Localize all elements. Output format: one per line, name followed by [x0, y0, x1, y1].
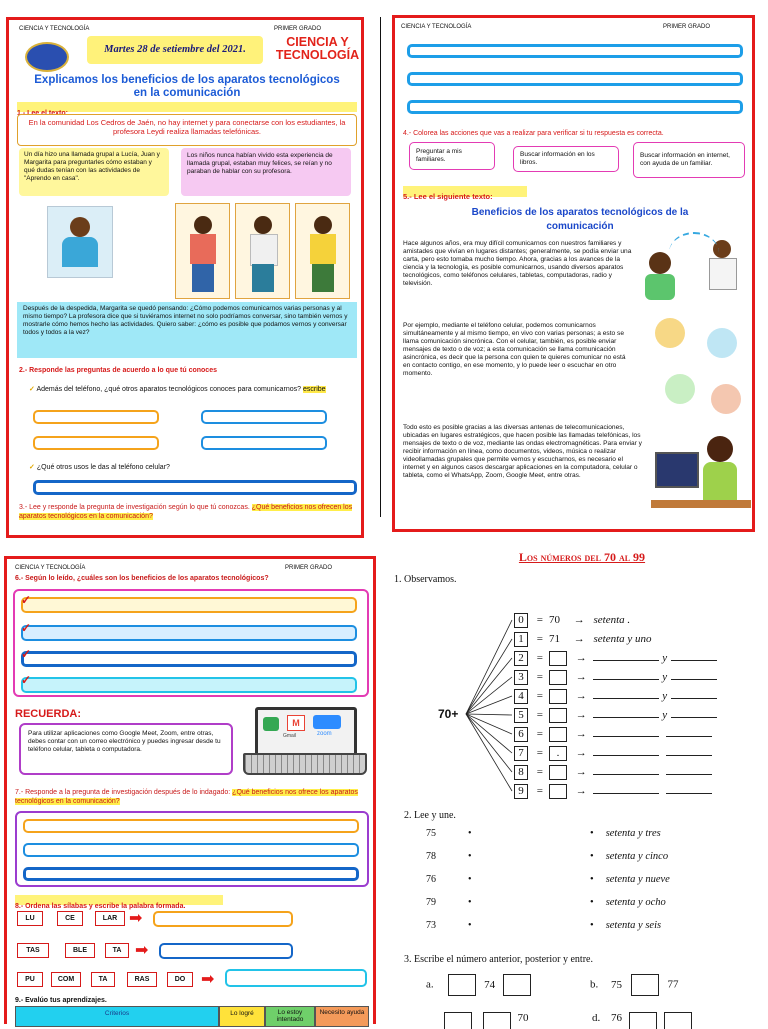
- number-value: 70: [548, 614, 560, 627]
- bubble-children-text: Los niños nunca habían vivido esta experiencia de llamada grupal, estaban muy felices, se reían y no paraban de hablar con su profesora.: [187, 152, 333, 175]
- lesson-title-line-2: en la comunicación: [133, 87, 241, 99]
- reading-paragraph-1: Hace algunos años, era muy difícil comunicarnos con nuestros familiares y amistades que vivían en lugares distantes; generalmente, se podía enviar una carta, pero esto tomaba mucho tiempo. Ahora, gracias a los avances de la ciencia y la tecnología, es posible comunicarnos, usando diversos aparatos tecnológicos, como teléfonos celulares, tabletas, computadoras, radio y televisión.: [403, 240, 632, 287]
- exercise-c: [444, 1012, 529, 1029]
- checkmark-2-icon: ✓: [21, 621, 32, 635]
- exercise-b-label: b.: [590, 978, 599, 991]
- equals-sign: =: [536, 633, 543, 646]
- branch-line: [466, 714, 512, 734]
- section-7-text: 7.- Responde a la pregunta de investigación después de lo indagado:: [15, 789, 231, 796]
- section-1-text: 1.- Lee el texto:: [17, 110, 68, 117]
- match-number-text: 76: [426, 874, 436, 885]
- recuerda-heading: RECUERDA:: [15, 708, 81, 720]
- arrow-icon: →: [573, 633, 585, 646]
- number-row: [514, 613, 630, 628]
- word-answer-1[interactable]: [153, 911, 293, 927]
- story-text: Después de la despedida, Margarita se quedó pensando: ¿Cómo podemos comunicarnos varias personas y al mismo tiempo? La profesora dice que si tuviéramos internet no solo podríamos conversar, sino también vernos y mostrarle cómo hemos hecho las actividades. Quiero saber: ¿cómo es posible que podamos vernos y conversar todos y todos a la vez?: [23, 305, 348, 336]
- equals-sign: =: [536, 614, 543, 627]
- number-word-line[interactable]: [593, 679, 659, 680]
- gmail-label: Gmail: [283, 733, 297, 739]
- math-title: Los números del 70 al 99: [518, 550, 646, 564]
- lesson-title-line-1: Explicamos los beneficios de los aparatos tecnológicos: [34, 74, 340, 86]
- equals-sign: =: [536, 747, 543, 760]
- exercise-a-number: 74: [484, 978, 496, 991]
- th-ayuda: Necesito ayuda: [315, 1006, 369, 1027]
- recuerda-box: [19, 723, 233, 775]
- number-word-line[interactable]: [593, 717, 659, 718]
- children-calling-illustration: [639, 226, 747, 310]
- branch-line: [466, 639, 512, 714]
- match-word-text: setenta y seis: [605, 920, 662, 931]
- answer-field-3[interactable]: [33, 436, 159, 450]
- match-dot-left[interactable]: •: [468, 851, 472, 862]
- ex-d-box-2[interactable]: [664, 1012, 692, 1029]
- match-dot-right[interactable]: •: [590, 874, 594, 885]
- word-answer-2[interactable]: [159, 943, 293, 959]
- conjunction: y: [662, 690, 668, 703]
- conjunction: y: [662, 709, 668, 722]
- math-worksheet: [386, 548, 768, 1024]
- syllable-ras[interactable]: RAS: [127, 972, 157, 987]
- equals-sign: =: [536, 785, 543, 798]
- syllable-ce[interactable]: CE: [57, 911, 83, 926]
- match-word: [590, 897, 666, 908]
- exercise-a: [426, 974, 531, 996]
- match-word-text: setenta y tres: [605, 828, 661, 839]
- arrow-icon: →: [575, 671, 587, 684]
- answer-bar-2[interactable]: [407, 72, 743, 86]
- branch-line: [466, 696, 512, 714]
- section-7-question: ¿Qué beneficios nos ofrece los aparatos tecnológicos en la comunicación?: [15, 789, 358, 805]
- answer-bar-1[interactable]: [407, 44, 743, 58]
- checkmark-3-icon: ✓: [21, 647, 32, 661]
- number-row: [514, 689, 717, 704]
- exercise-b-left: 75: [611, 978, 622, 991]
- syllable-lu[interactable]: LU: [17, 911, 43, 926]
- number-row: [514, 651, 717, 666]
- match-dot-right[interactable]: •: [590, 851, 594, 862]
- match-dot-right[interactable]: •: [590, 920, 594, 931]
- section-1-label: [17, 102, 357, 117]
- number-word-line-2[interactable]: [671, 660, 717, 661]
- match-word: [590, 851, 668, 862]
- section-8-label: [15, 895, 223, 910]
- equals-sign: =: [536, 709, 543, 722]
- match-number-text: 75: [426, 828, 436, 839]
- action-ask-family-text: Preguntar a mis familiares.: [416, 148, 462, 163]
- reading-paragraph-2: Por ejemplo, mediante el teléfono celular, podemos comunicarnos simultáneamente y al mismo tiempo, en vivo con varias personas; a esto se llama comunicación sincrónica. Con el celular, también, es posible enviar mensajes de texto o de voz; a esta comunicación se llama comunicación asincrónica, es decir que la persona con quien te quieres comunicar no está en contacto contigo, en ese momento, y lo puede leer o escuchar en otro momento.: [403, 322, 626, 377]
- number-word-line[interactable]: [593, 793, 659, 794]
- benefit-field-4[interactable]: [21, 677, 357, 693]
- number-word-line-2[interactable]: [671, 717, 717, 718]
- worksheet-page-2: [392, 15, 755, 532]
- section-2-text: 2.- Responde las preguntas de acuerdo a lo que tú conoces: [19, 367, 217, 374]
- units-digit: 3: [514, 670, 528, 685]
- syllable-ta-2[interactable]: TA: [91, 972, 115, 987]
- video-call-illustration: [651, 428, 751, 516]
- number-word-line[interactable]: [593, 736, 659, 737]
- number-value-box[interactable]: [549, 670, 567, 685]
- equals-sign: =: [536, 652, 543, 665]
- reading-paragraph-3: Todo esto es posible gracias a las diversas antenas de telecomunicaciones, ubicadas en lugares estratégicos, que hacen posible las llamadas telefónicas, los mensajes de texto o de voz, mediante las ondas electromagnéticas. Para enviar y recibir información en línea, como documentos, videos, música o realizar videollamadas grupales que permite vernos y escucharnos, es necesario el internet y en algunos casos descargar aplicaciones en la computadora, celular o tableta, como el WhatsApp, Zoom, Google Meet, entre otras.: [403, 424, 642, 479]
- section-9-text: 9.- Evalúo tus aprendizajes.: [15, 997, 107, 1004]
- th-criterios: Criterios: [15, 1006, 219, 1027]
- match-dot-left[interactable]: •: [468, 828, 472, 839]
- ex-a-before-box[interactable]: [448, 974, 476, 996]
- arrow-icon: →: [573, 614, 585, 627]
- match-number: [426, 874, 472, 885]
- date-banner: [87, 36, 263, 64]
- exercise-b-right: 77: [667, 978, 679, 991]
- action-books-text: Buscar información en los libros.: [520, 151, 595, 166]
- match-word: [590, 874, 670, 885]
- match-number-text: 73: [426, 920, 436, 931]
- arrow-right-icon: ➡: [135, 942, 149, 959]
- intro-text: En la comunidad Los Cedros de Jaén, no hay internet y para conectarse con los estudiantes, la profesora Leydi realiza llamadas telefónicas.: [28, 118, 346, 136]
- match-dot-left[interactable]: •: [468, 920, 472, 931]
- equals-sign: =: [536, 671, 543, 684]
- number-value-box[interactable]: [549, 689, 567, 704]
- section-5-text: 5.- Lee el siguiente texto:: [403, 192, 493, 201]
- google-meet-icon: [263, 717, 279, 731]
- match-dot-left[interactable]: •: [468, 874, 472, 885]
- check-icon: ✓: [29, 464, 35, 471]
- branch-line: [466, 714, 512, 772]
- syllable-ble[interactable]: BLE: [65, 943, 95, 958]
- question-2: [29, 464, 329, 473]
- answer-field-1[interactable]: [33, 410, 159, 424]
- number-row: [514, 670, 717, 685]
- answer-bar-3[interactable]: [407, 100, 743, 114]
- syllable-pu[interactable]: PU: [17, 972, 43, 987]
- date-text: Martes 28 de setiembre del 2021.: [104, 44, 246, 55]
- number-row: [514, 727, 712, 742]
- units-digit: 7: [514, 746, 528, 761]
- exercise-b: [590, 974, 679, 996]
- child-2-illustration: [235, 203, 290, 299]
- benefit-field-2[interactable]: [21, 625, 357, 641]
- school-seal: [25, 42, 69, 72]
- exercise-c-number: 70: [517, 1012, 529, 1024]
- match-number: [426, 920, 472, 931]
- teacher-phone-illustration: [47, 206, 113, 278]
- action-internet-text: Buscar información en internet, con ayuda de un familiar.: [640, 152, 730, 167]
- ex-c-box-1[interactable]: [444, 1012, 472, 1029]
- number-word-line[interactable]: [593, 660, 659, 661]
- bubble-children: [181, 148, 351, 196]
- action-books[interactable]: [513, 146, 619, 172]
- worksheet-page-3: [4, 556, 376, 1024]
- arrow-icon: →: [575, 709, 587, 722]
- research-question: ¿Qué beneficios nos ofrecen los aparatos tecnológicos en la comunicación?: [19, 504, 353, 520]
- match-number: [426, 851, 472, 862]
- exercise-d-number: 76: [611, 1012, 622, 1024]
- question-2-text: ¿Qué otros usos le das al teléfono celular?: [36, 464, 170, 471]
- match-word-text: setenta y cinco: [605, 851, 669, 862]
- number-value-box[interactable]: [549, 784, 567, 799]
- story-box: [17, 302, 357, 358]
- section-5-label: [403, 186, 527, 201]
- arrow-icon: →: [575, 690, 587, 703]
- ex-b-between-box[interactable]: [631, 974, 659, 996]
- answer-field-4[interactable]: [201, 436, 327, 450]
- units-digit: 4: [514, 689, 528, 704]
- lesson-title: [17, 74, 357, 100]
- units-digit: 5: [514, 708, 528, 723]
- match-number-text: 79: [426, 897, 436, 908]
- branch-line: [466, 714, 512, 715]
- ex-a-after-box[interactable]: [503, 974, 531, 996]
- conjunction: y: [662, 671, 668, 684]
- equals-sign: =: [536, 766, 543, 779]
- subject-line-2: TECNOLOGÍA: [275, 48, 360, 62]
- word-answer-3[interactable]: [225, 969, 367, 987]
- units-digit: 0: [514, 613, 528, 628]
- th-logre: Lo logré: [219, 1006, 265, 1027]
- match-dot-right[interactable]: •: [590, 828, 594, 839]
- page2-grade: PRIMER GRADO: [663, 24, 711, 30]
- branch-line: [466, 658, 512, 714]
- math-section-2: 2. Lee y une.: [404, 810, 456, 821]
- answer-field-5[interactable]: [33, 480, 357, 495]
- units-digit: 1: [514, 632, 528, 647]
- number-value-box[interactable]: [549, 727, 567, 742]
- arrow-right-icon: ➡: [201, 971, 215, 988]
- match-word: [590, 920, 661, 931]
- page3-grade: PRIMER GRADO: [285, 565, 333, 571]
- number-value-box[interactable]: [549, 651, 567, 666]
- question-1-text: Además del teléfono, ¿qué otros aparatos tecnológicos conoces para comunicarnos?: [36, 386, 302, 393]
- number-word-line-2[interactable]: [671, 679, 717, 680]
- th-estoy: Lo estoy intentado: [265, 1006, 315, 1027]
- check-icon: ✓: [29, 386, 35, 393]
- arrow-right-icon: ➡: [129, 910, 143, 927]
- number-row: [514, 784, 712, 799]
- zoom-label: zoom: [317, 731, 332, 737]
- gmail-icon: M: [287, 715, 305, 731]
- number-word-line-2[interactable]: [666, 793, 712, 794]
- match-number-text: 78: [426, 851, 436, 862]
- checkmark-1-icon: ✓: [21, 593, 32, 607]
- branch-line: [466, 620, 512, 714]
- page1-grade: PRIMER GRADO: [274, 26, 322, 32]
- branch-line: [466, 714, 512, 753]
- child-3-illustration: [295, 203, 350, 299]
- number-word-line-2[interactable]: [666, 736, 712, 737]
- number-word: setenta .: [593, 614, 631, 627]
- subject-line-1: CIENCIA Y: [286, 35, 349, 49]
- exercise-a-label: a.: [426, 978, 434, 991]
- worksheet-page-1: [6, 17, 364, 538]
- syllable-do[interactable]: DO: [167, 972, 193, 987]
- match-word: [590, 828, 661, 839]
- base-70-label: 70+: [438, 707, 459, 721]
- bubble-teacher-text: Un día hizo una llamada grupal a Lucía, Juan y Margarita para preguntarles cómo estaban y qué dudas tenían con las actividades de "Aprendo en casa".: [24, 151, 160, 182]
- match-dot-left[interactable]: •: [468, 897, 472, 908]
- conjunction: y: [662, 652, 668, 665]
- arrow-icon: →: [575, 766, 587, 779]
- ex-d-box-1[interactable]: [629, 1012, 657, 1029]
- intro-box: [17, 114, 357, 146]
- number-row: [514, 746, 712, 761]
- number-word-line-2[interactable]: [666, 774, 712, 775]
- equals-sign: =: [536, 690, 543, 703]
- number-word-line-2[interactable]: [666, 755, 712, 756]
- match-word-text: setenta y nueve: [605, 874, 670, 885]
- units-digit: 9: [514, 784, 528, 799]
- checkmark-4-icon: ✓: [21, 673, 32, 687]
- number-word-line-2[interactable]: [671, 698, 717, 699]
- branch-line: [466, 677, 512, 714]
- number-value-box[interactable]: [549, 708, 567, 723]
- exercise-d-label: d.: [592, 1012, 601, 1024]
- research-answer-2[interactable]: [23, 843, 359, 857]
- units-digit: 8: [514, 765, 528, 780]
- section-8-text: 8.- Ordena las sílabas y escribe la palabra formada.: [15, 903, 186, 910]
- number-row: [514, 765, 712, 780]
- child-1-illustration: [175, 203, 230, 299]
- section-3: [19, 504, 354, 521]
- syllable-com[interactable]: COM: [51, 972, 81, 987]
- reading-title: Beneficios de los aparatos tecnológicos de la comunicación: [471, 207, 689, 232]
- subject-title: [275, 36, 360, 62]
- page3-area: CIENCIA Y TECNOLOGÍA: [15, 565, 86, 571]
- number-word-line[interactable]: [593, 698, 659, 699]
- match-word-text: setenta y ocho: [605, 897, 666, 908]
- units-digit: 6: [514, 727, 528, 742]
- research-answer-3[interactable]: [23, 867, 359, 881]
- section-3-text: 3.- Lee y responde la pregunta de investigación según lo que tú conozcas.: [19, 504, 250, 511]
- section-6-text: 6.- Según lo leído, ¿cuáles son los beneficios de los aparatos tecnológicos?: [15, 575, 269, 582]
- units-digit: 2: [514, 651, 528, 666]
- match-dot-right[interactable]: •: [590, 897, 594, 908]
- number-word-line[interactable]: [593, 755, 659, 756]
- section-4-text: 4.- Colorea las acciones que vas a realizar para verificar si tu respuesta es correcta.: [403, 130, 664, 137]
- section-7: [15, 789, 371, 806]
- branch-line: [466, 714, 512, 791]
- page1-area: CIENCIA Y TECNOLOGÍA: [19, 26, 90, 32]
- laptop-illustration: [239, 707, 367, 779]
- syllable-ta[interactable]: TA: [105, 943, 129, 958]
- number-row: [514, 632, 652, 647]
- ex-c-box-2[interactable]: [483, 1012, 511, 1029]
- syllable-lar[interactable]: LAR: [95, 911, 125, 926]
- number-value: 71: [548, 633, 560, 646]
- exercise-d: [592, 1012, 692, 1029]
- answer-field-2[interactable]: [201, 410, 327, 424]
- match-number: [426, 828, 472, 839]
- action-ask-family[interactable]: [409, 142, 495, 170]
- arrow-icon: →: [575, 785, 587, 798]
- question-1-write: escribe: [303, 386, 326, 393]
- recuerda-text: Para utilizar aplicaciones como Google Meet, Zoom, entre otras, debes contar con un correo electrónico y puedes ingresar desde tu teléfono celular, tableta o computadora.: [28, 730, 221, 753]
- number-word-line[interactable]: [593, 774, 659, 775]
- equals-sign: =: [536, 728, 543, 741]
- arrow-icon: →: [575, 728, 587, 741]
- number-row: [514, 708, 717, 723]
- action-internet[interactable]: [633, 142, 745, 178]
- arrow-icon: →: [575, 747, 587, 760]
- benefit-field-1[interactable]: [21, 597, 357, 613]
- syllable-tas[interactable]: TAS: [17, 943, 49, 958]
- bubble-teacher: [19, 148, 169, 196]
- zoom-icon: [313, 715, 341, 729]
- question-1: [29, 386, 329, 395]
- page2-area: CIENCIA Y TECNOLOGÍA: [401, 24, 472, 30]
- math-section-1: 1. Observamos.: [394, 574, 457, 585]
- number-value-box[interactable]: .: [549, 746, 567, 761]
- benefit-field-3[interactable]: [21, 651, 357, 667]
- number-value-box[interactable]: [549, 765, 567, 780]
- match-number: [426, 897, 472, 908]
- arrow-icon: →: [575, 652, 587, 665]
- number-word: setenta y uno: [593, 633, 652, 646]
- research-answer-1[interactable]: [23, 819, 359, 833]
- center-divider: [380, 17, 381, 517]
- communication-circles-illustration: [651, 314, 751, 426]
- math-section-3: 3. Escribe el número anterior, posterior y entre.: [404, 954, 593, 965]
